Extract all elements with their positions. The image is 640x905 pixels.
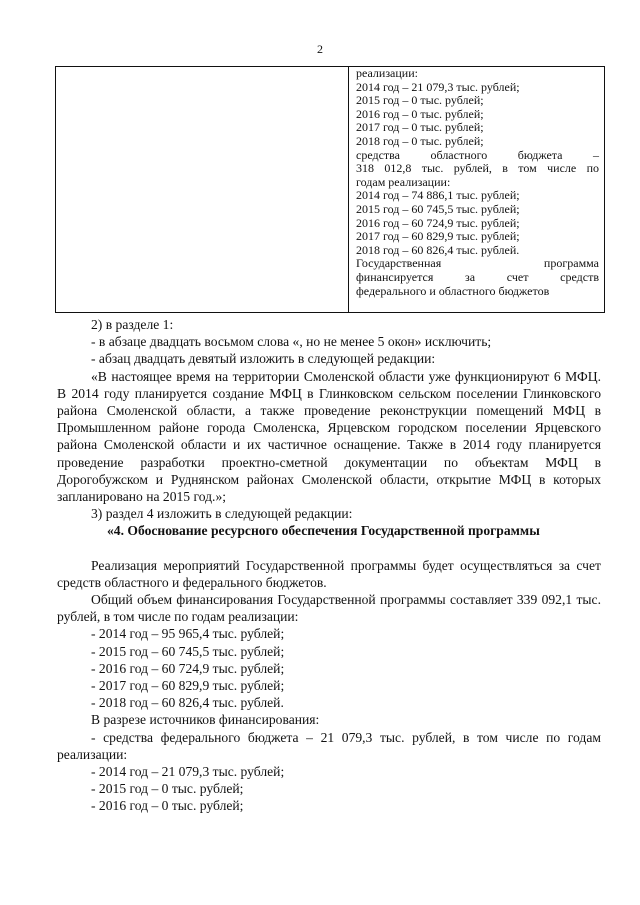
- table-left-cell: [56, 67, 349, 312]
- table-line: 2015 год – 60 745,5 тыс. рублей;: [356, 201, 520, 216]
- page-number: 2: [317, 42, 323, 56]
- amendment-item: - абзац двадцать девятый изложить в следующей редакции:: [91, 351, 436, 367]
- table-line: 2016 год – 0 тыс. рублей;: [356, 106, 484, 121]
- year-line: - 2017 год – 60 829,9 тыс. рублей;: [91, 678, 285, 694]
- table-right-cell: [356, 67, 599, 298]
- table-line: финансируется за счет средств: [356, 269, 599, 284]
- table-line: реализации:: [356, 66, 418, 80]
- table-line: 318 012,8 тыс. рублей, в том числе по: [356, 161, 599, 176]
- year-line: - 2015 год – 60 745,5 тыс. рублей;: [91, 643, 285, 659]
- section-2-label: 2) в разделе 1:: [91, 317, 174, 332]
- table-line: федерального и областного бюджетов: [356, 283, 550, 298]
- table-line: Государственная программа: [356, 256, 599, 271]
- table-line: 2017 год – 60 829,9 тыс. рублей;: [356, 229, 520, 244]
- financing-table: [55, 66, 605, 313]
- paragraph: В разрезе источников финансирования:: [91, 712, 320, 728]
- year-line: - 2014 год – 95 965,4 тыс. рублей;: [91, 626, 285, 642]
- quoted-paragraph: «В настоящее время на территории Смоленской области уже функционируют 6 МФЦ. В 2014 году планируется создание МФЦ в Глинковском сельском поселении Глинковского района Смоленской области, а также проведение реконструкции помещений МФЦ в Промышленном районе города Смоленска, Ярцевском городском поселении Ярцевского района Смоленской области и их частичное оснащение. Также в 2014 году планируется проведение разработки проектно-сметной документации по объектам МФЦ в Дорогобужском и Руднянском районах Смоленской области, открытие МФЦ в которых запланировано на 2015 год.»;: [57, 368, 601, 505]
- section-heading: «4. Обоснование ресурсного обеспечения Государственной программы: [107, 523, 540, 539]
- year-line: - 2015 год – 0 тыс. рублей;: [91, 781, 244, 797]
- table-line: 2014 год – 74 886,1 тыс. рублей;: [356, 188, 520, 203]
- table-line: 2014 год – 21 079,3 тыс. рублей;: [356, 79, 520, 94]
- table-line: годам реализации:: [356, 174, 451, 189]
- year-line: - 2014 год – 21 079,3 тыс. рублей;: [91, 764, 285, 780]
- table-line: 2017 год – 0 тыс. рублей;: [356, 120, 484, 135]
- year-line: - 2016 год – 0 тыс. рублей;: [91, 798, 244, 814]
- paragraph: - средства федерального бюджета – 21 079,3 тыс. рублей, в том числе по годам реализации:: [57, 729, 601, 762]
- section-3-label: 3) раздел 4 изложить в следующей редакции:: [91, 506, 353, 522]
- paragraph: Реализация мероприятий Государственной программы будет осуществляться за счет средств областного и федерального бюджетов.: [57, 557, 601, 590]
- document-body: [57, 316, 601, 815]
- year-line: - 2016 год – 60 724,9 тыс. рублей;: [91, 660, 285, 676]
- table-line: 2018 год – 60 826,4 тыс. рублей.: [356, 242, 520, 257]
- table-line: 2015 год – 0 тыс. рублей;: [356, 93, 484, 108]
- amendment-item: - в абзаце двадцать восьмом слова «, но не менее 5 окон» исключить;: [91, 334, 492, 350]
- table-line: 2016 год – 60 724,9 тыс. рублей;: [356, 215, 520, 230]
- year-line: - 2018 год – 60 826,4 тыс. рублей.: [91, 695, 284, 711]
- table-line: средства областного бюджета –: [356, 147, 599, 162]
- paragraph: Общий объем финансирования Государственной программы составляет 339 092,1 тыс. рублей, в том числе по годам реализации:: [57, 592, 601, 625]
- table-line: 2018 год – 0 тыс. рублей;: [356, 133, 484, 148]
